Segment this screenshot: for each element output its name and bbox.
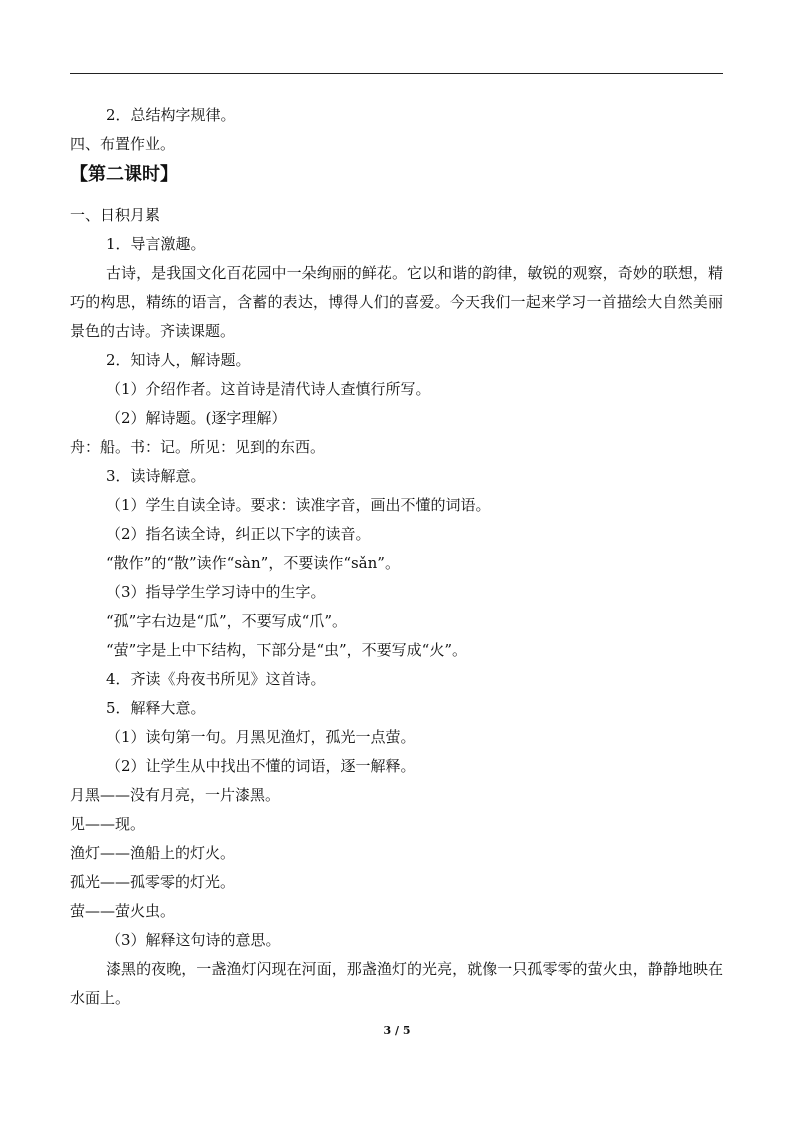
paragraph: “孤”字右边是“瓜”，不要写成“爪”。 — [106, 612, 348, 630]
page-number: 3 / 5 — [383, 1024, 411, 1037]
lesson-heading: 【第二课时】 — [70, 164, 178, 185]
paragraph: 古诗，是我国文化百花园中一朵绚丽的鲜花。它以和谐的韵律，敏锐的观察，奇妙的联想，精巧的构思，精练的语言，含蓄的表达，博得人们的喜爱。今天我们一起来学习一首描绘大自然美丽景色的古诗。齐读课题。 — [70, 264, 723, 340]
paragraph: （3）解释这句诗的意思。 — [106, 931, 281, 949]
document-body — [70, 101, 723, 1013]
paragraph: 舟：船。书：记。所见：见到的东西。 — [70, 438, 326, 456]
header-rule — [70, 73, 723, 74]
paragraph: 萤——萤火虫。 — [70, 902, 176, 920]
paragraph: 见——现。 — [70, 815, 146, 833]
paragraph: （1）介绍作者。这首诗是清代诗人查慎行所写。 — [106, 380, 431, 398]
paragraph: 2．知诗人，解诗题。 — [106, 351, 251, 369]
paragraph: （2）让学生从中找出不懂的词语，逐一解释。 — [106, 757, 416, 775]
section-heading: 四、布置作业。 — [70, 135, 176, 153]
paragraph: “散作”的“散”读作“sàn”，不要读作“sǎn”。 — [106, 554, 400, 572]
paragraph: 4．齐读《舟夜书所见》这首诗。 — [106, 670, 326, 688]
paragraph: “萤”字是上中下结构，下部分是“虫”，不要写成“火”。 — [106, 641, 468, 659]
paragraph: 孤光——孤零零的灯光。 — [70, 873, 236, 891]
paragraph: 渔灯——渔船上的灯火。 — [70, 844, 236, 862]
paragraph: （1）读句第一句。月黑见渔灯，孤光一点萤。 — [106, 728, 416, 746]
paragraph: （3）指导学生学习诗中的生字。 — [106, 583, 326, 601]
paragraph: 2．总结构字规律。 — [106, 106, 236, 124]
section-heading: 一、日积月累 — [70, 206, 161, 224]
paragraph: 3．读诗解意。 — [106, 467, 206, 485]
paragraph: 1．导言激趣。 — [106, 235, 206, 253]
paragraph: 漆黑的夜晚，一盏渔灯闪现在河面，那盏渔灯的光亮，就像一只孤零零的萤火虫，静静地映在水面上。 — [70, 960, 723, 1007]
paragraph: 月黑——没有月亮，一片漆黑。 — [70, 786, 281, 804]
paragraph: 5．解释大意。 — [106, 699, 206, 717]
paragraph: （1）学生自读全诗。要求：读准字音，画出不懂的词语。 — [106, 496, 491, 514]
paragraph: （2）解诗题。(逐字理解） — [106, 409, 287, 427]
paragraph: （2）指名读全诗，纠正以下字的读音。 — [106, 525, 371, 543]
